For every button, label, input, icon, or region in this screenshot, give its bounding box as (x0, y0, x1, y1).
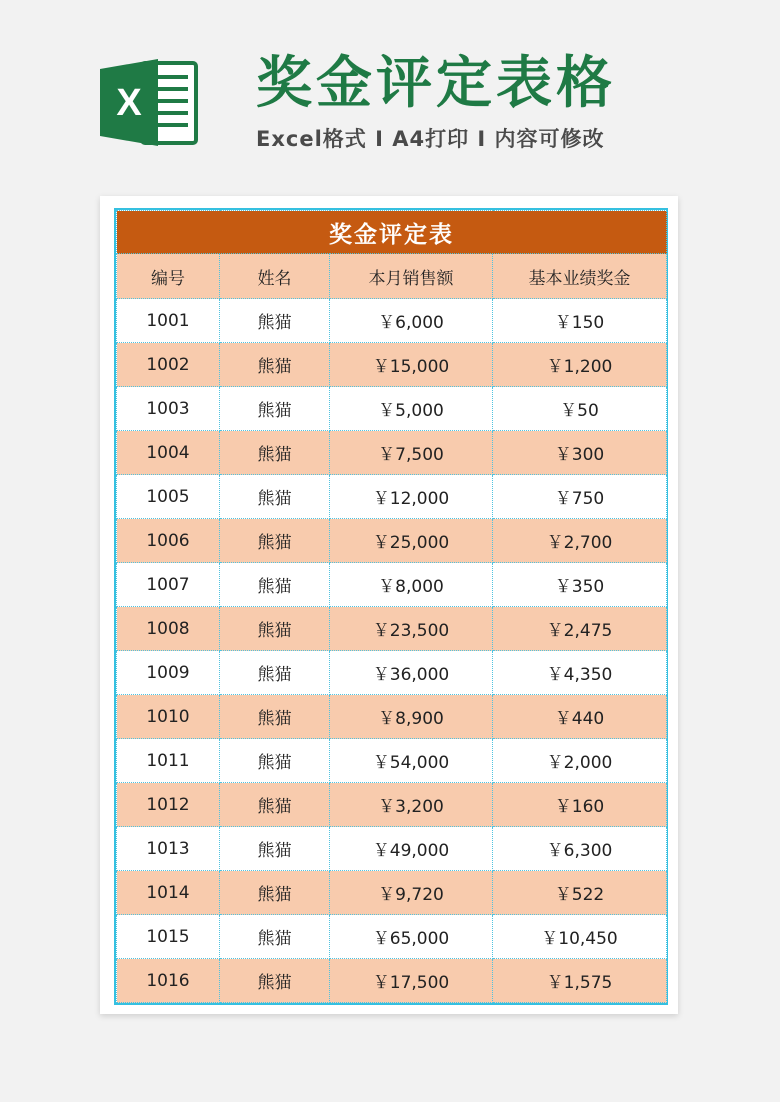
cell-id[interactable]: 1009 (117, 651, 220, 695)
bonus-table (116, 210, 667, 1003)
cell-name[interactable]: 熊猫 (220, 827, 330, 871)
cell-name[interactable]: 熊猫 (220, 343, 330, 387)
cell-name[interactable]: 熊猫 (220, 607, 330, 651)
cell-sales[interactable]: ￥65,000 (330, 915, 493, 959)
cell-bonus[interactable]: ￥440 (493, 695, 667, 739)
cell-id[interactable]: 1015 (117, 915, 220, 959)
cell-name[interactable]: 熊猫 (220, 299, 330, 343)
cell-name[interactable]: 熊猫 (220, 475, 330, 519)
table-row (117, 871, 667, 915)
table-row (117, 519, 667, 563)
cell-sales[interactable]: ￥7,500 (330, 431, 493, 475)
cell-bonus[interactable]: ￥2,000 (493, 739, 667, 783)
cell-id[interactable]: 1007 (117, 563, 220, 607)
table-row (117, 343, 667, 387)
cell-sales[interactable]: ￥6,000 (330, 299, 493, 343)
table-row (117, 739, 667, 783)
cell-bonus[interactable]: ￥4,350 (493, 651, 667, 695)
cell-name[interactable]: 熊猫 (220, 695, 330, 739)
cell-bonus[interactable]: ￥522 (493, 871, 667, 915)
column-header-id[interactable]: 编号 (117, 254, 220, 299)
cell-sales[interactable]: ￥49,000 (330, 827, 493, 871)
cell-name[interactable]: 熊猫 (220, 871, 330, 915)
cell-sales[interactable]: ￥54,000 (330, 739, 493, 783)
table-row (117, 387, 667, 431)
column-header-sales[interactable]: 本月销售额 (330, 254, 493, 299)
cell-name[interactable]: 熊猫 (220, 739, 330, 783)
cell-id[interactable]: 1010 (117, 695, 220, 739)
cell-bonus[interactable]: ￥750 (493, 475, 667, 519)
cell-sales[interactable]: ￥3,200 (330, 783, 493, 827)
cell-id[interactable]: 1013 (117, 827, 220, 871)
cell-bonus[interactable]: ￥150 (493, 299, 667, 343)
table-row (117, 607, 667, 651)
cell-sales[interactable]: ￥12,000 (330, 475, 493, 519)
cell-sales[interactable]: ￥36,000 (330, 651, 493, 695)
cell-name[interactable]: 熊猫 (220, 563, 330, 607)
cell-sales[interactable]: ￥23,500 (330, 607, 493, 651)
table-row (117, 651, 667, 695)
cell-id[interactable]: 1001 (117, 299, 220, 343)
cell-id[interactable]: 1002 (117, 343, 220, 387)
page-title: 奖金评定表格 (256, 51, 616, 116)
column-header-bonus[interactable]: 基本业绩奖金 (493, 254, 667, 299)
cell-sales[interactable]: ￥25,000 (330, 519, 493, 563)
cell-id[interactable]: 1003 (117, 387, 220, 431)
cell-id[interactable]: 1016 (117, 959, 220, 1003)
cell-id[interactable]: 1011 (117, 739, 220, 783)
table-body (117, 299, 667, 1003)
cell-bonus[interactable]: ￥10,450 (493, 915, 667, 959)
table-header-row (117, 254, 667, 299)
cell-id[interactable]: 1012 (117, 783, 220, 827)
cell-sales[interactable]: ￥5,000 (330, 387, 493, 431)
cell-name[interactable]: 熊猫 (220, 431, 330, 475)
spreadsheet-sheet (100, 196, 678, 1014)
column-header-name[interactable]: 姓名 (220, 254, 330, 299)
table-row (117, 475, 667, 519)
cell-bonus[interactable]: ￥350 (493, 563, 667, 607)
cell-name[interactable]: 熊猫 (220, 915, 330, 959)
table-row (117, 827, 667, 871)
excel-icon (100, 55, 200, 150)
cell-sales[interactable]: ￥8,000 (330, 563, 493, 607)
cell-bonus[interactable]: ￥2,700 (493, 519, 667, 563)
cell-id[interactable]: 1004 (117, 431, 220, 475)
cell-name[interactable]: 熊猫 (220, 651, 330, 695)
page-subtitle: Excel格式 I A4打印 I 内容可修改 (256, 127, 605, 151)
cell-name[interactable]: 熊猫 (220, 387, 330, 431)
table-row (117, 431, 667, 475)
table-row (117, 959, 667, 1003)
table-row (117, 915, 667, 959)
cell-name[interactable]: 熊猫 (220, 519, 330, 563)
cell-name[interactable]: 熊猫 (220, 959, 330, 1003)
cell-bonus[interactable]: ￥6,300 (493, 827, 667, 871)
cell-id[interactable]: 1014 (117, 871, 220, 915)
cell-sales[interactable]: ￥17,500 (330, 959, 493, 1003)
table-row (117, 563, 667, 607)
table-row (117, 299, 667, 343)
cell-name[interactable]: 熊猫 (220, 783, 330, 827)
cell-bonus[interactable]: ￥2,475 (493, 607, 667, 651)
cell-sales[interactable]: ￥15,000 (330, 343, 493, 387)
cell-bonus[interactable]: ￥1,200 (493, 343, 667, 387)
cell-bonus[interactable]: ￥1,575 (493, 959, 667, 1003)
cell-bonus[interactable]: ￥50 (493, 387, 667, 431)
table-row (117, 783, 667, 827)
bonus-table-container (114, 208, 668, 1005)
cell-bonus[interactable]: ￥300 (493, 431, 667, 475)
cell-id[interactable]: 1006 (117, 519, 220, 563)
cell-sales[interactable]: ￥9,720 (330, 871, 493, 915)
page-header (0, 0, 780, 180)
cell-id[interactable]: 1005 (117, 475, 220, 519)
cell-id[interactable]: 1008 (117, 607, 220, 651)
table-title[interactable]: 奖金评定表 (117, 211, 667, 254)
excel-icon-letter: X (116, 82, 142, 124)
table-row (117, 695, 667, 739)
cell-sales[interactable]: ￥8,900 (330, 695, 493, 739)
cell-bonus[interactable]: ￥160 (493, 783, 667, 827)
